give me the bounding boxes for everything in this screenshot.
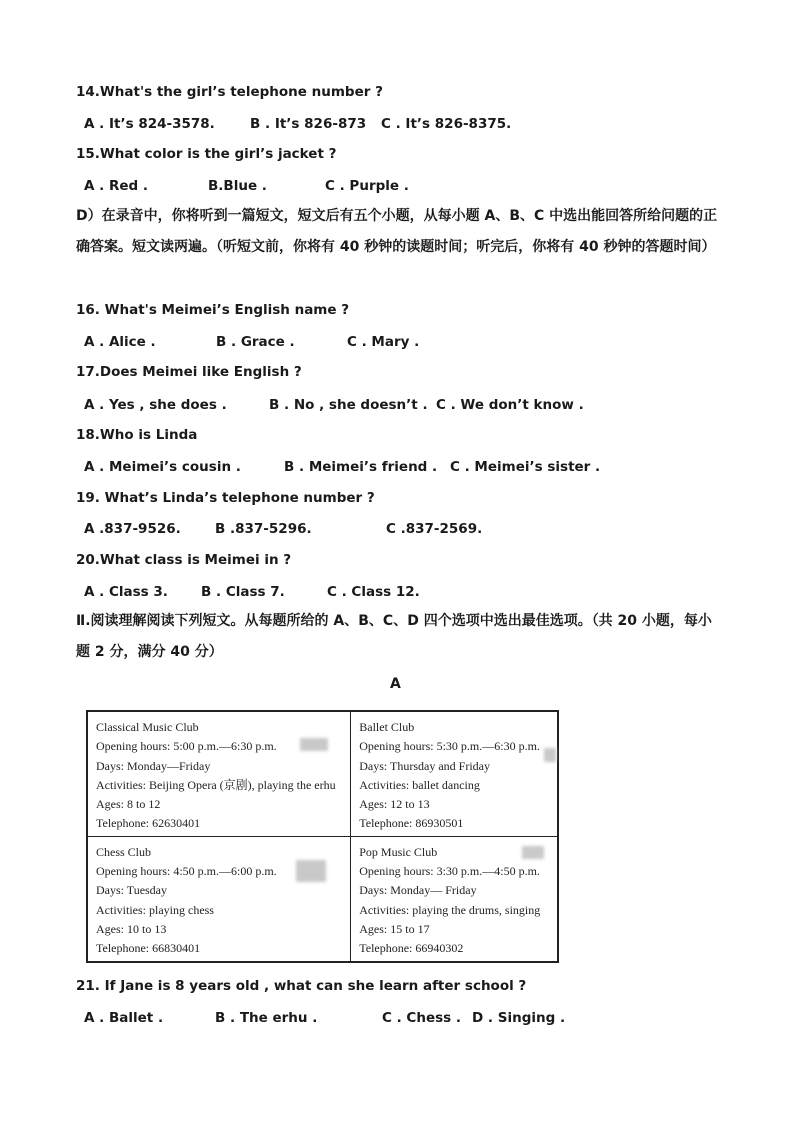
- part-d-instructions: D）在录音中，你将听到一篇短文，短文后有五个小题，从每小题 A、B、C 中选出能回答所给问题的正确答案。短文读两遍。（听短文前，你将有 40 秒钟的读题时间；听完后，你将有 40 秒钟的答题时间）: [76, 208, 718, 255]
- q21-option-c: C . Chess .: [382, 1010, 462, 1026]
- club-telephone: Telephone: 86930501: [359, 816, 464, 831]
- q19-option-b: B .837-5296.: [215, 521, 312, 537]
- question-17-stem: 17.Does Meimei like English ?: [76, 364, 302, 380]
- q18-option-b: B . Meimei’s friend .: [284, 459, 438, 475]
- q18-option-a: A . Meimei’s cousin .: [84, 459, 241, 475]
- club-ages: Ages: 15 to 17: [359, 921, 430, 936]
- question-14-stem: 14.What's the girl’s telephone number ?: [76, 84, 383, 100]
- q16-option-c: C . Mary .: [347, 334, 420, 350]
- q15-option-b: B.Blue .: [208, 178, 267, 194]
- club-days: Days: Monday—Friday: [96, 758, 211, 773]
- question-18-stem: 18.Who is Linda: [76, 427, 198, 443]
- club-cell-ballet: [351, 711, 558, 836]
- q14-option-a: A . It’s 824-3578.: [84, 116, 215, 132]
- question-21-stem: 21. If Jane is 8 years old , what can she learn after school ?: [76, 978, 527, 994]
- question-15-stem: 15.What color is the girl’s jacket ?: [76, 146, 337, 162]
- club-days: Days: Tuesday: [96, 883, 168, 898]
- scan-smudge: [544, 748, 556, 762]
- q20-option-c: C . Class 12.: [327, 584, 420, 600]
- q15-option-c: C . Purple .: [325, 178, 409, 194]
- club-name: Chess Club: [96, 844, 152, 859]
- club-name: Classical Music Club: [96, 720, 199, 734]
- section-2-instructions: Ⅱ.阅读理解阅读下列短文。从每题所给的 A、B、C、D 四个选项中选出最佳选项。（共 20 小题，每小题 2 分，满分 40 分）: [76, 613, 712, 660]
- club-telephone: Telephone: 66830401: [96, 941, 201, 956]
- club-activities: Activities: Beijing Opera (京剧), playing the erhu: [96, 777, 336, 792]
- q15-option-a: A . Red .: [84, 178, 149, 194]
- question-20-stem: 20.What class is Meimei in ?: [76, 552, 292, 568]
- q19-option-c: C .837-2569.: [386, 521, 483, 537]
- scan-smudge: [300, 738, 328, 751]
- club-ages: Ages: 8 to 12: [96, 797, 161, 812]
- club-cell-classical-music: [87, 711, 351, 836]
- club-hours: Opening hours: 4:50 p.m.—6:00 p.m.: [96, 864, 277, 879]
- passage-label: A: [390, 676, 401, 692]
- q17-option-c: C . We don’t know .: [436, 397, 584, 413]
- q14-option-b: B . It’s 826-873: [250, 116, 367, 132]
- q20-option-a: A . Class 3.: [84, 584, 168, 600]
- q21-option-d: D . Singing .: [472, 1010, 566, 1026]
- q16-option-b: B . Grace .: [216, 334, 295, 350]
- club-hours: Opening hours: 5:30 p.m.—6:30 p.m.: [359, 739, 540, 754]
- q17-option-a: A . Yes , she does .: [84, 397, 227, 413]
- question-16-stem: 16. What's Meimei’s English name ?: [76, 302, 350, 318]
- club-days: Days: Monday— Friday: [359, 883, 477, 898]
- q16-option-a: A . Alice .: [84, 334, 156, 350]
- question-19-stem: 19. What’s Linda’s telephone number ?: [76, 490, 375, 506]
- club-hours: Opening hours: 5:00 p.m.—6:30 p.m.: [96, 739, 277, 754]
- q14-option-c: C . It’s 826-8375.: [381, 116, 512, 132]
- club-days: Days: Thursday and Friday: [359, 758, 491, 773]
- club-ages: Ages: 12 to 13: [359, 797, 430, 812]
- q21-option-b: B . The erhu .: [215, 1010, 318, 1026]
- scan-smudge: [296, 860, 326, 882]
- club-activities: Activities: playing the drums, singing: [359, 902, 541, 917]
- club-telephone: Telephone: 66940302: [359, 941, 464, 956]
- club-ages: Ages: 10 to 13: [96, 921, 167, 936]
- q21-option-a: A . Ballet .: [84, 1010, 164, 1026]
- club-hours: Opening hours: 3:30 p.m.—4:50 p.m.: [359, 864, 540, 879]
- club-activities: Activities: playing chess: [96, 902, 214, 917]
- q20-option-b: B . Class 7.: [201, 584, 285, 600]
- club-name: Ballet Club: [359, 720, 415, 734]
- club-telephone: Telephone: 62630401: [96, 816, 201, 831]
- scan-smudge: [522, 846, 544, 859]
- club-name: Pop Music Club: [359, 844, 438, 859]
- q19-option-a: A .837-9526.: [84, 521, 181, 537]
- q17-option-b: B . No , she doesn’t .: [269, 397, 428, 413]
- club-cell-chess: [87, 836, 351, 961]
- club-activities: Activities: ballet dancing: [359, 777, 480, 792]
- q18-option-c: C . Meimei’s sister .: [450, 459, 601, 475]
